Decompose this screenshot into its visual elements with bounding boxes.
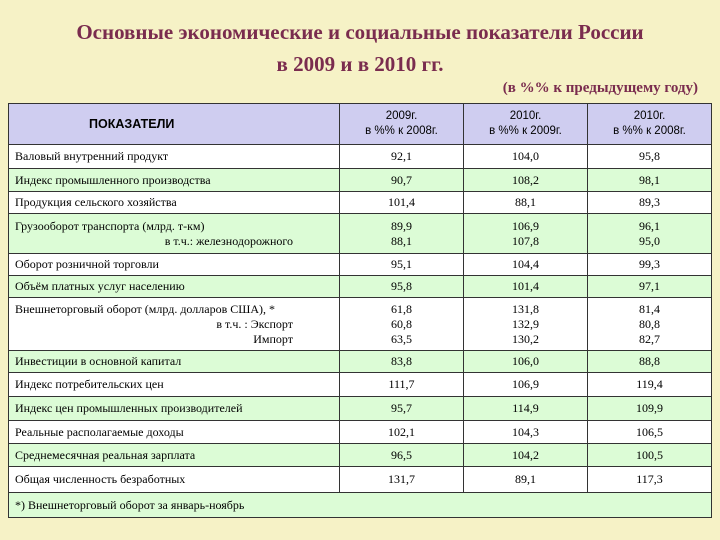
value-cell xyxy=(340,351,464,373)
header-year: 2009г. xyxy=(385,110,418,122)
value-cell xyxy=(464,373,588,397)
value: 104,2 xyxy=(512,447,539,462)
value: 101,4 xyxy=(388,195,415,209)
value: 95,0 xyxy=(639,233,660,248)
row-label xyxy=(9,467,340,493)
value: 106,5 xyxy=(636,424,663,439)
value: 95,8 xyxy=(391,279,412,293)
value-cell xyxy=(588,298,712,351)
value-cell xyxy=(588,214,712,254)
value: 102,1 xyxy=(388,424,415,439)
table-row xyxy=(9,169,712,192)
row-label xyxy=(9,397,340,421)
header-2010-vs-2009 xyxy=(464,104,588,145)
subtitle: (в %% к предыдущему году) xyxy=(502,80,698,96)
value-cell xyxy=(340,467,464,493)
value-cell xyxy=(588,467,712,493)
value-cell xyxy=(340,421,464,444)
value: 88,1 xyxy=(515,195,536,209)
value: 95,1 xyxy=(391,257,412,271)
value-cell xyxy=(588,145,712,169)
value-cell xyxy=(340,254,464,276)
value: 81,4 xyxy=(639,301,660,316)
value-cell xyxy=(464,444,588,467)
value: 99,3 xyxy=(639,257,660,271)
value: 89,9 xyxy=(391,218,412,233)
row-label xyxy=(9,276,340,298)
row-label xyxy=(9,214,340,254)
value: 82,7 xyxy=(639,331,660,346)
value-cell xyxy=(588,351,712,373)
header-indicators: ПОКАЗАТЕЛИ xyxy=(9,104,340,145)
header-base: в %% к 2008г. xyxy=(365,125,438,137)
value: 131,8 xyxy=(512,301,539,316)
value: 61,8 xyxy=(391,301,412,316)
header-base: в %% к 2009г. xyxy=(489,125,562,137)
value: 60,8 xyxy=(391,316,412,331)
value: 88,8 xyxy=(639,354,660,368)
label-text: Внешнеторговый оборот (млрд. долларов США), * xyxy=(15,301,276,316)
row-label xyxy=(9,254,340,276)
table-row xyxy=(9,192,712,214)
value-cell xyxy=(340,145,464,169)
table-row xyxy=(9,254,712,276)
table-row xyxy=(9,298,712,351)
value-cell xyxy=(588,254,712,276)
value: 100,5 xyxy=(636,447,663,462)
value: 98,1 xyxy=(639,172,660,187)
value-cell xyxy=(464,145,588,169)
row-label xyxy=(9,421,340,444)
value: 104,4 xyxy=(512,257,539,271)
value: 117,3 xyxy=(636,472,663,486)
value: 106,0 xyxy=(512,354,539,368)
label-text: Индекс цен промышленных производителей xyxy=(15,401,243,415)
header-2010-vs-2008 xyxy=(588,104,712,145)
value-cell xyxy=(340,397,464,421)
value-cell xyxy=(340,276,464,298)
indicators-table xyxy=(8,103,712,518)
label-text: Валовый внутренний продукт xyxy=(15,149,169,163)
value: 89,3 xyxy=(639,195,660,209)
header-year: 2010г. xyxy=(633,110,666,122)
value-cell xyxy=(464,192,588,214)
value: 80,8 xyxy=(639,316,660,331)
value: 96,5 xyxy=(391,447,412,462)
table-row xyxy=(9,397,712,421)
value-cell xyxy=(464,467,588,493)
value: 114,9 xyxy=(512,401,539,415)
footnote-row xyxy=(9,493,712,518)
value-cell xyxy=(340,298,464,351)
header-2009 xyxy=(340,104,464,145)
title-line1: Основные экономические и социальные показатели России xyxy=(76,20,644,44)
label-text: Реальные располагаемые доходы xyxy=(15,424,184,439)
value: 92,1 xyxy=(391,149,412,163)
value-cell xyxy=(588,169,712,192)
value-cell xyxy=(464,421,588,444)
label-text: Оборот розничной торговли xyxy=(15,257,159,271)
header-base: в %% к 2008г. xyxy=(613,125,686,137)
label-text: Объём платных услуг населению xyxy=(15,279,185,293)
value-cell xyxy=(464,214,588,254)
table-row xyxy=(9,373,712,397)
value-cell xyxy=(464,169,588,192)
value: 119,4 xyxy=(636,377,663,391)
value: 130,2 xyxy=(512,331,539,346)
value-cell xyxy=(588,444,712,467)
header-row xyxy=(9,104,712,145)
value: 109,9 xyxy=(636,401,663,415)
value-cell xyxy=(588,397,712,421)
value: 63,5 xyxy=(391,331,412,346)
table-row xyxy=(9,214,712,254)
value-cell xyxy=(464,254,588,276)
label-text: Инвестиции в основной капитал xyxy=(15,354,182,368)
value: 106,9 xyxy=(512,377,539,391)
label-text: Среднемесячная реальная зарплата xyxy=(15,447,196,462)
value: 83,8 xyxy=(391,354,412,368)
value: 90,7 xyxy=(391,172,412,187)
row-label xyxy=(9,298,340,351)
value: 101,4 xyxy=(512,279,539,293)
value: 95,8 xyxy=(639,149,660,163)
label-text: Индекс потребительских цен xyxy=(15,377,164,391)
value: 96,1 xyxy=(639,218,660,233)
label-text: Общая численность безработных xyxy=(15,472,186,486)
sub-label: в т.ч. : Экспорт xyxy=(216,316,293,331)
table-row xyxy=(9,145,712,169)
value-cell xyxy=(340,214,464,254)
table-row xyxy=(9,351,712,373)
value: 106,9 xyxy=(512,218,539,233)
sub-label: Импорт xyxy=(253,331,293,346)
value: 107,8 xyxy=(512,233,539,248)
row-label xyxy=(9,192,340,214)
row-label xyxy=(9,351,340,373)
value-cell xyxy=(340,373,464,397)
header-year: 2010г. xyxy=(509,110,542,122)
label-text: Продукция сельского хозяйства xyxy=(15,195,177,209)
row-label xyxy=(9,169,340,192)
table-row xyxy=(9,444,712,467)
value: 95,7 xyxy=(391,401,412,415)
value-cell xyxy=(340,192,464,214)
value-cell xyxy=(340,444,464,467)
value: 132,9 xyxy=(512,316,539,331)
label-text: Индекс промышленного производства xyxy=(15,172,211,187)
value-cell xyxy=(340,169,464,192)
value: 111,7 xyxy=(388,377,415,391)
value-cell xyxy=(588,421,712,444)
row-label xyxy=(9,373,340,397)
value-cell xyxy=(464,351,588,373)
value-cell xyxy=(464,276,588,298)
table-row xyxy=(9,276,712,298)
row-label xyxy=(9,145,340,169)
table-row xyxy=(9,467,712,493)
value-cell xyxy=(588,276,712,298)
title-line2: в 2009 и в 2010 гг. xyxy=(276,52,444,76)
value-cell xyxy=(588,373,712,397)
value: 97,1 xyxy=(639,279,660,293)
value: 131,7 xyxy=(388,472,415,486)
value-cell xyxy=(588,192,712,214)
row-label xyxy=(9,444,340,467)
value: 88,1 xyxy=(391,233,412,248)
value-cell xyxy=(464,298,588,351)
value-cell xyxy=(464,397,588,421)
sub-label: в т.ч.: железнодорожного xyxy=(164,233,293,248)
table-row xyxy=(9,421,712,444)
label-text: Грузооборот транспорта (млрд. т-км) xyxy=(15,218,205,233)
value: 108,2 xyxy=(512,172,539,187)
value: 89,1 xyxy=(515,472,536,486)
value: 104,3 xyxy=(512,424,539,439)
footnote: *) Внешнеторговый оборот за январь-ноябрь xyxy=(9,493,712,518)
value: 104,0 xyxy=(512,149,539,163)
